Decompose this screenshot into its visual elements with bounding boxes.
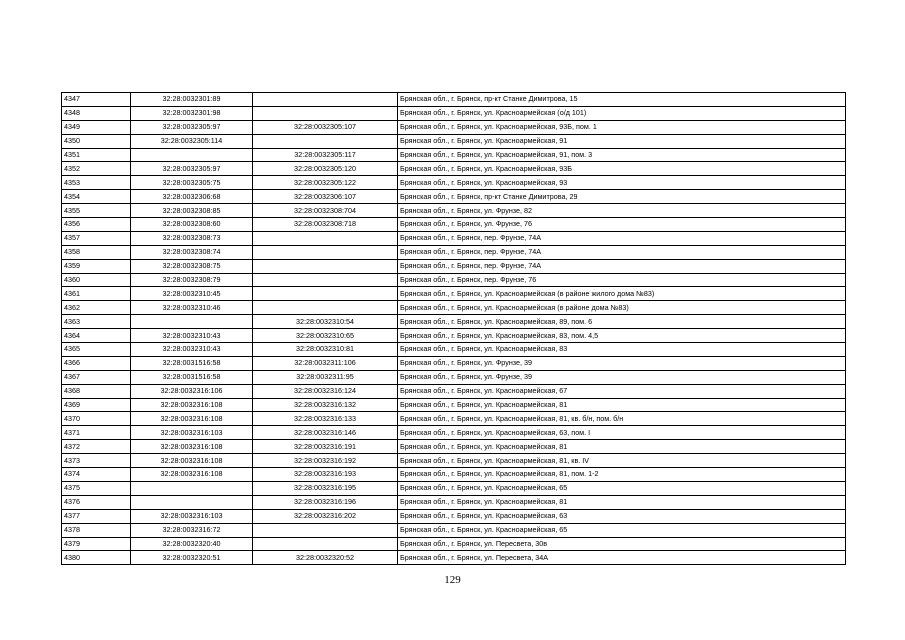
cadastral-number-cell: 32:28:0032310:43 [131, 343, 253, 357]
table-row [62, 287, 846, 301]
address-cell: Брянская обл., г. Брянск, ул. Красноармейская, 67 [398, 384, 846, 398]
row-number-cell: 4377 [62, 509, 131, 523]
address-cell: Брянская обл., г. Брянск, ул. Красноармейская, 63 [398, 509, 846, 523]
table-row [62, 134, 846, 148]
table-row [62, 509, 846, 523]
cadastral-number-cell: 32:28:0032316:106 [131, 384, 253, 398]
building-cadastral-number-cell [253, 231, 398, 245]
row-number-cell: 4351 [62, 148, 131, 162]
row-number-cell: 4360 [62, 273, 131, 287]
table-row [62, 148, 846, 162]
cadastral-number-cell: 32:28:0032310:43 [131, 329, 253, 343]
table-row [62, 370, 846, 384]
table-row [62, 162, 846, 176]
address-cell: Брянская обл., г. Брянск, пер. Фрунзе, 74А [398, 259, 846, 273]
building-cadastral-number-cell: 32:28:0032310:65 [253, 329, 398, 343]
table-row [62, 259, 846, 273]
cadastral-number-cell [131, 148, 253, 162]
building-cadastral-number-cell: 32:28:0032316:202 [253, 509, 398, 523]
row-number-cell: 4367 [62, 370, 131, 384]
row-number-cell: 4376 [62, 495, 131, 509]
row-number-cell: 4375 [62, 481, 131, 495]
building-cadastral-number-cell: 32:28:0032316:192 [253, 454, 398, 468]
row-number-cell: 4362 [62, 301, 131, 315]
building-cadastral-number-cell: 32:28:0032308:718 [253, 218, 398, 232]
address-cell: Брянская обл., г. Брянск, ул. Красноармейская, 91 [398, 134, 846, 148]
row-number-cell: 4369 [62, 398, 131, 412]
cadastral-number-cell [131, 495, 253, 509]
row-number-cell: 4357 [62, 231, 131, 245]
building-cadastral-number-cell: 32:28:0032320:52 [253, 551, 398, 565]
row-number-cell: 4366 [62, 356, 131, 370]
table-row [62, 523, 846, 537]
building-cadastral-number-cell: 32:28:0032316:124 [253, 384, 398, 398]
address-cell: Брянская обл., г. Брянск, ул. Пересвета, 30в [398, 537, 846, 551]
address-cell: Брянская обл., г. Брянск, ул. Красноармейская, 91, пом. 3 [398, 148, 846, 162]
cadastral-number-cell: 32:28:0032316:72 [131, 523, 253, 537]
address-cell: Брянская обл., г. Брянск, ул. Фрунзе, 76 [398, 218, 846, 232]
building-cadastral-number-cell [253, 273, 398, 287]
row-number-cell: 4352 [62, 162, 131, 176]
cadastral-number-cell [131, 315, 253, 329]
row-number-cell: 4347 [62, 93, 131, 107]
address-cell: Брянская обл., г. Брянск, ул. Красноармейская (в районе жилого дома №83) [398, 287, 846, 301]
row-number-cell: 4365 [62, 343, 131, 357]
address-cell: Брянская обл., г. Брянск, пер. Фрунзе, 74А [398, 245, 846, 259]
building-cadastral-number-cell: 32:28:0032311:95 [253, 370, 398, 384]
row-number-cell: 4350 [62, 134, 131, 148]
address-cell: Брянская обл., г. Брянск, ул. Красноармейская, 81, кв. IV [398, 454, 846, 468]
cadastral-number-cell: 32:28:0032316:108 [131, 398, 253, 412]
cadastral-number-cell: 32:28:0032310:45 [131, 287, 253, 301]
address-cell: Брянская обл., г. Брянск, ул. Красноармейская, 81, кв. б/н, пом. б/н [398, 412, 846, 426]
building-cadastral-number-cell: 32:28:0032311:106 [253, 356, 398, 370]
registry-table-body [62, 93, 846, 565]
address-cell: Брянская обл., г. Брянск, ул. Красноармейская, 81 [398, 495, 846, 509]
table-row [62, 426, 846, 440]
address-cell: Брянская обл., г. Брянск, ул. Красноармейская, 89, пом. 6 [398, 315, 846, 329]
building-cadastral-number-cell [253, 537, 398, 551]
row-number-cell: 4363 [62, 315, 131, 329]
row-number-cell: 4372 [62, 440, 131, 454]
row-number-cell: 4353 [62, 176, 131, 190]
cadastral-number-cell: 32:28:0031516:58 [131, 356, 253, 370]
cadastral-number-cell: 32:28:0032305:97 [131, 162, 253, 176]
cadastral-number-cell: 32:28:0032316:108 [131, 454, 253, 468]
table-row [62, 412, 846, 426]
table-row [62, 440, 846, 454]
table-row [62, 329, 846, 343]
table-row [62, 468, 846, 482]
building-cadastral-number-cell: 32:28:0032316:133 [253, 412, 398, 426]
cadastral-number-cell: 32:28:0032316:108 [131, 412, 253, 426]
table-row [62, 273, 846, 287]
row-number-cell: 4355 [62, 204, 131, 218]
row-number-cell: 4380 [62, 551, 131, 565]
address-cell: Брянская обл., г. Брянск, ул. Красноармейская, 65 [398, 523, 846, 537]
row-number-cell: 4374 [62, 468, 131, 482]
table-row [62, 218, 846, 232]
table-row [62, 356, 846, 370]
address-cell: Брянская обл., г. Брянск, ул. Красноармейская, 63, пом. I [398, 426, 846, 440]
table-row [62, 204, 846, 218]
building-cadastral-number-cell [253, 245, 398, 259]
cadastral-number-cell: 32:28:0032308:75 [131, 259, 253, 273]
table-row [62, 245, 846, 259]
building-cadastral-number-cell: 32:28:0032316:146 [253, 426, 398, 440]
building-cadastral-number-cell: 32:28:0032305:122 [253, 176, 398, 190]
address-cell: Брянская обл., г. Брянск, ул. Красноармейская, 83, пом. 4,5 [398, 329, 846, 343]
row-number-cell: 4359 [62, 259, 131, 273]
building-cadastral-number-cell: 32:28:0032310:81 [253, 343, 398, 357]
table-row [62, 398, 846, 412]
building-cadastral-number-cell [253, 259, 398, 273]
row-number-cell: 4356 [62, 218, 131, 232]
row-number-cell: 4364 [62, 329, 131, 343]
cadastral-number-cell: 32:28:0032301:89 [131, 93, 253, 107]
building-cadastral-number-cell: 32:28:0032305:107 [253, 120, 398, 134]
row-number-cell: 4373 [62, 454, 131, 468]
cadastral-number-cell: 32:28:0032306:68 [131, 190, 253, 204]
cadastral-number-cell: 32:28:0032320:40 [131, 537, 253, 551]
building-cadastral-number-cell: 32:28:0032316:191 [253, 440, 398, 454]
cadastral-number-cell: 32:28:0032308:85 [131, 204, 253, 218]
building-cadastral-number-cell: 32:28:0032306:107 [253, 190, 398, 204]
address-cell: Брянская обл., г. Брянск, ул. Пересвета, 34А [398, 551, 846, 565]
table-row [62, 120, 846, 134]
table-row [62, 190, 846, 204]
address-cell: Брянская обл., г. Брянск, пр-кт Станке Димитрова, 15 [398, 93, 846, 107]
row-number-cell: 4354 [62, 190, 131, 204]
address-cell: Брянская обл., г. Брянск, ул. Красноармейская, 93Б [398, 162, 846, 176]
row-number-cell: 4370 [62, 412, 131, 426]
row-number-cell: 4378 [62, 523, 131, 537]
table-row [62, 384, 846, 398]
cadastral-number-cell: 32:28:0032316:108 [131, 468, 253, 482]
cadastral-number-cell: 32:28:0032305:75 [131, 176, 253, 190]
building-cadastral-number-cell: 32:28:0032316:196 [253, 495, 398, 509]
table-row [62, 551, 846, 565]
table-row [62, 343, 846, 357]
building-cadastral-number-cell [253, 93, 398, 107]
address-cell: Брянская обл., г. Брянск, ул. Красноармейская (о/д 101) [398, 106, 846, 120]
row-number-cell: 4348 [62, 106, 131, 120]
building-cadastral-number-cell [253, 301, 398, 315]
table-row [62, 301, 846, 315]
table-row [62, 454, 846, 468]
building-cadastral-number-cell [253, 134, 398, 148]
row-number-cell: 4349 [62, 120, 131, 134]
address-cell: Брянская обл., г. Брянск, пер. Фрунзе, 76 [398, 273, 846, 287]
address-cell: Брянская обл., г. Брянск, ул. Фрунзе, 39 [398, 370, 846, 384]
address-cell: Брянская обл., г. Брянск, ул. Красноармейская, 93Б, пом. 1 [398, 120, 846, 134]
address-cell: Брянская обл., г. Брянск, ул. Фрунзе, 82 [398, 204, 846, 218]
row-number-cell: 4368 [62, 384, 131, 398]
table-row [62, 231, 846, 245]
cadastral-number-cell: 32:28:0032316:103 [131, 509, 253, 523]
table-row [62, 315, 846, 329]
table-row [62, 93, 846, 107]
table-row [62, 106, 846, 120]
cadastral-number-cell: 32:28:0032316:103 [131, 426, 253, 440]
building-cadastral-number-cell [253, 106, 398, 120]
cadastral-number-cell: 32:28:0032308:60 [131, 218, 253, 232]
address-cell: Брянская обл., г. Брянск, пр-кт Станке Димитрова, 29 [398, 190, 846, 204]
address-cell: Брянская обл., г. Брянск, ул. Красноармейская, 83 [398, 343, 846, 357]
address-cell: Брянская обл., г. Брянск, ул. Красноармейская, 65 [398, 481, 846, 495]
building-cadastral-number-cell: 32:28:0032316:195 [253, 481, 398, 495]
table-row [62, 495, 846, 509]
cadastral-number-cell: 32:28:0031516:58 [131, 370, 253, 384]
registry-table [61, 92, 846, 565]
building-cadastral-number-cell: 32:28:0032305:117 [253, 148, 398, 162]
cadastral-number-cell: 32:28:0032316:108 [131, 440, 253, 454]
page-number: 129 [444, 574, 461, 586]
cadastral-number-cell: 32:28:0032305:97 [131, 120, 253, 134]
building-cadastral-number-cell: 32:28:0032316:193 [253, 468, 398, 482]
cadastral-number-cell: 32:28:0032308:74 [131, 245, 253, 259]
building-cadastral-number-cell [253, 523, 398, 537]
building-cadastral-number-cell [253, 287, 398, 301]
cadastral-number-cell: 32:28:0032305:114 [131, 134, 253, 148]
building-cadastral-number-cell: 32:28:0032308:704 [253, 204, 398, 218]
address-cell: Брянская обл., г. Брянск, ул. Красноармейская, 81 [398, 398, 846, 412]
cadastral-number-cell: 32:28:0032320:51 [131, 551, 253, 565]
building-cadastral-number-cell: 32:28:0032316:132 [253, 398, 398, 412]
address-cell: Брянская обл., г. Брянск, ул. Красноармейская, 93 [398, 176, 846, 190]
building-cadastral-number-cell: 32:28:0032310:54 [253, 315, 398, 329]
cadastral-number-cell: 32:28:0032301:98 [131, 106, 253, 120]
building-cadastral-number-cell: 32:28:0032305:120 [253, 162, 398, 176]
row-number-cell: 4358 [62, 245, 131, 259]
table-row [62, 176, 846, 190]
address-cell: Брянская обл., г. Брянск, ул. Фрунзе, 39 [398, 356, 846, 370]
address-cell: Брянская обл., г. Брянск, ул. Красноармейская (в районе дома №83) [398, 301, 846, 315]
table-row [62, 481, 846, 495]
address-cell: Брянская обл., г. Брянск, ул. Красноармейская, 81, пом. 1-2 [398, 468, 846, 482]
cadastral-number-cell [131, 481, 253, 495]
cadastral-number-cell: 32:28:0032308:73 [131, 231, 253, 245]
address-cell: Брянская обл., г. Брянск, ул. Красноармейская, 81 [398, 440, 846, 454]
table-row [62, 537, 846, 551]
row-number-cell: 4379 [62, 537, 131, 551]
row-number-cell: 4361 [62, 287, 131, 301]
row-number-cell: 4371 [62, 426, 131, 440]
address-cell: Брянская обл., г. Брянск, пер. Фрунзе, 74А [398, 231, 846, 245]
cadastral-number-cell: 32:28:0032310:46 [131, 301, 253, 315]
cadastral-number-cell: 32:28:0032308:79 [131, 273, 253, 287]
